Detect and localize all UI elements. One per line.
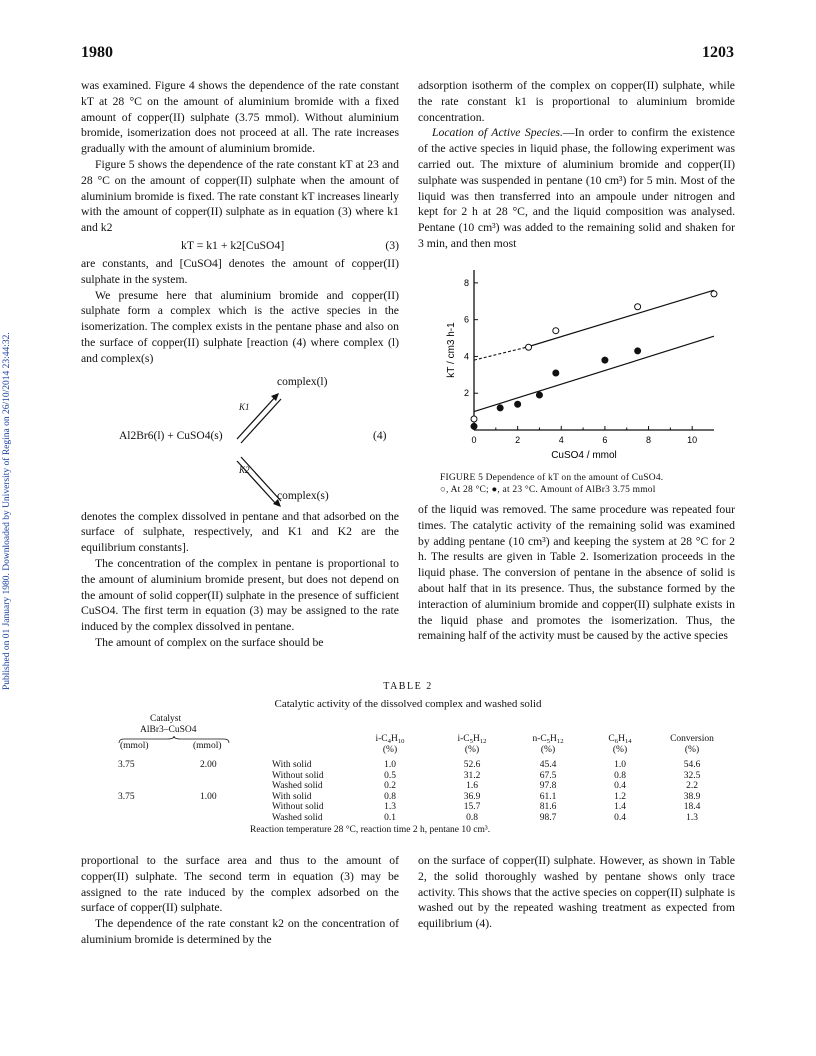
table-cell: Without solid [272,770,324,781]
data-point-filled [536,392,542,398]
table-cell: 61.1 [539,791,557,802]
reaction-scheme-4 [81,367,399,509]
table-cell: With solid [272,791,312,802]
x-axis-label: CuSO4 / mmol [551,450,617,461]
table-row [0,771,816,782]
table-cell: 0.8 [466,812,478,823]
table-row [0,781,816,792]
table-column-header: Conversion [670,734,714,744]
table-row [0,760,816,771]
paragraph: of the liquid was removed. The same procedure was repeated four times. The catalytic activity of the remaining solid was examined by adding pentane (10 cm³) and keeping the system at 28 °C for 2 h. The results are given in Table 2. Isomerization proceeds in the liquid phase. The conversion of pentane in the absence of solid is about half that in its presence. Thus, the substance formed by the interaction of aluminium bromide and copper(II) sulphate exists in the liquid phase and promotes the isomerization. Thus, the remaining half of the activity must be caused by the active species [418,503,735,643]
scheme-complex-s: complex(s) [277,489,329,502]
table-cell: 1.2 [614,791,626,802]
table-group-header: Catalyst [150,714,182,724]
equation-number: (3) [385,238,399,252]
table-cell: 1.3 [686,812,698,823]
table-2 [0,714,816,844]
y-axis-label: kT / cm3 h-1 [446,322,457,378]
equation-text: kT = k1 + k2[CuSO4] [181,238,285,252]
table-cell: 97.8 [539,781,557,791]
table-column-unit: (%) [612,745,628,755]
paragraph: denotes the complex dissolved in pentane and that adsorbed on the surface of sulphate, respectively, and K1 and K2 are the equilibrium constants]. [81,509,399,555]
table-row [0,792,816,803]
table-cell: 0.4 [614,781,626,791]
table-cell: 1.3 [384,802,396,812]
data-point-filled [515,401,521,407]
table-cell: 31.2 [463,770,481,781]
table-cell: 1.0 [384,760,396,770]
table-cell: 1.00 [200,791,217,802]
data-point-open [635,304,641,310]
table-col-mmol-a: (mmol) [120,741,149,751]
right-column-top [418,78,735,252]
table-cell: 32.5 [683,770,701,781]
fit-line-extrapolated [474,347,526,360]
data-point-filled [553,370,559,376]
chart-plot-area [446,270,717,461]
y-tick-label: 2 [463,388,469,399]
paragraph: Figure 5 shows the dependence of the rate constant kT at 23 and 28 °C on the amount of copper(II) sulphate when the amount of aluminium bromide is fixed. The rate constant kT increases linearly with the amount of copper(II) sulphate as in equation (3) where k1 and k2 [81,157,399,235]
page-year: 1980 [81,44,113,61]
table-cell: 36.9 [463,791,481,802]
fit-line [474,336,714,411]
paragraph: was examined. Figure 4 shows the dependence of the rate constant kT at 28 °C on the amount of aluminium bromide with a fixed amount of copper(II) sulphate (3.75 mmol). Without aluminium bromide, isomerization does not proceed at all. The rate increases gradually with the amount of aluminium bromide. [81,79,399,156]
table-column-unit: (%) [464,745,480,755]
table-cell: 0.2 [384,781,396,791]
table-cell: 98.7 [539,812,557,823]
table-cell: 1.4 [614,802,626,812]
paragraph: adsorption isotherm of the complex on copper(II) sulphate, while the rate constant k1 is proportional to aluminium bromide concentration. [418,79,735,124]
table-column-header: $i-C_5H_{12}$ [457,734,487,745]
data-point-open [526,344,532,350]
x-tick-label: 4 [558,435,564,445]
table-cell: 2.00 [200,760,217,770]
figure-caption: FIGURE 5 Dependence of kT on the amount of CuSO4. ○, At 28 °C; ●, at 23 °C. Amount of AlBr3 3.75 mmol [440,473,664,495]
table-cell: 0.1 [384,812,396,823]
table-cell: 0.5 [384,770,396,781]
paragraph: The concentration of the complex in pentane is proportional to the amount of aluminium bromide present, but does not depend on the amount of solid copper(II) sulphate in the presence of sufficient CuSO4. The first term in equation (3) may be assigned to the rate induced by the complex dissolved in pentane. [81,556,399,634]
table-cell: 67.5 [539,770,557,781]
table-cell: 3.75 [118,791,135,802]
data-point-filled [497,405,503,411]
table-column-header: $n-C_5H_{12}$ [532,734,564,745]
table-group-subheader: AlBr3–CuSO4 [140,725,197,735]
data-point-filled [471,423,477,429]
table-cell: 2.2 [686,781,698,791]
paragraph: on the surface of copper(II) sulphate. However, as shown in Table 2, the solid thoroughly washed by pentane shows only trace activity. This shows that the active species on copper(II) sulphate is washed out by the repeated washing treatment as expected from equilibrium (4). [418,854,735,931]
y-tick-label: 4 [463,351,469,362]
paragraph: Location of Active Species.—In order to confirm the existence of the active species in liquid phase, the following experiment was carried out. The mixture of aluminium bromide and copper(II) sulphate was suspended in pentane (10 cm³) for 5 min. Most of the liquid was then transferred into an ampoule under nitrogen and kept for 2 h at 28 °C, and the liquid composition was analysed. Pentane (10 cm³) was added to the remaining solid and shaken for 3 min, and then most [418,126,735,250]
table-cell: 15.7 [463,802,481,812]
paragraph: proportional to the surface area and thus to the amount of copper(II) sulphate. The second term in equation (3) may be assigned to the rate induced by the complex adsorbed on the surface of copper(II) sulphate. [81,854,399,915]
table-cell: Washed solid [272,812,323,823]
table-column-unit: (%) [540,745,556,755]
y-tick-label: 6 [463,314,469,325]
table-column-header: $C_6H_{14}$ [608,734,632,745]
y-tick-label: 8 [463,277,469,288]
table-footnote: Reaction temperature 28 °C, reaction time 2 h, pentane 10 cm³. [250,825,491,835]
table-cell: 52.6 [463,760,481,770]
data-point-filled [602,357,608,363]
table-cell: 3.75 [118,760,135,770]
scheme-reactants: Al2Br6(l) + CuSO4(s) [119,429,223,442]
scheme-number: (4) [373,429,387,442]
table-cell: 81.6 [539,802,557,812]
table-cell: 1.6 [466,781,478,791]
data-point-filled [635,348,641,354]
table-row [0,802,816,813]
equation-3 [81,236,399,256]
table-body [0,760,816,830]
table-column-unit: (%) [382,745,398,755]
download-watermark: Published on 01 January 1980. Downloaded by University of Regina on 26/10/2014 23:44:32. [2,332,12,690]
paragraph: are constants, and [CuSO4] denotes the amount of copper(II) sulphate in the system. [81,256,399,286]
page-number: 1203 [702,44,734,61]
paragraph: We presume here that aluminium bromide and copper(II) sulphate form a complex which is the active species in the isomerization. The complex exists in the pentane phase and also on the surface of copper(II) sulphate [reaction (4) where complex (l) and complex(s) [81,288,399,365]
x-tick-label: 6 [602,435,608,445]
table-cell: 18.4 [683,802,701,812]
fit-line [526,290,714,347]
table-cell: 1.0 [614,760,626,770]
scheme-complex-l: complex(l) [277,375,328,388]
table-column-unit: (%) [684,745,700,755]
table-label: TABLE 2 [383,681,433,692]
bottom-right-column [418,853,735,932]
table-column-header: $i-C_4H_{10}$ [375,734,405,745]
section-heading: Location of Active Species. [432,126,563,140]
scheme-k1: K1 [239,401,250,412]
data-point-open [553,328,559,334]
table-col-mmol-b: (mmol) [193,741,222,751]
table-cell: 0.8 [384,791,396,802]
table-cell: 45.4 [539,760,557,770]
table-column-headers [0,734,816,754]
x-tick-label: 8 [646,435,652,445]
data-point-open [711,291,717,297]
figure-5-chart [440,262,730,472]
data-point-open [471,416,477,422]
table-cell: Washed solid [272,781,323,791]
table-title: Catalytic activity of the dissolved complex and washed solid [274,698,542,710]
x-tick-label: 2 [515,435,521,445]
left-column [81,78,399,651]
table-cell: 38.9 [683,791,701,802]
table-cell: 0.8 [614,770,626,781]
table-row [0,813,816,824]
scheme-k2: K2 [239,464,250,475]
right-column-bottom [418,502,735,644]
x-tick-label: 10 [687,435,698,445]
bottom-left-column [81,853,399,948]
paragraph: The amount of complex on the surface should be [95,635,324,649]
table-cell: 0.4 [614,812,626,823]
table-cell: Without solid [272,802,324,812]
x-tick-label: 0 [471,435,477,445]
table-cell: With solid [272,760,312,770]
table-cell: 54.6 [683,760,701,770]
paragraph: The dependence of the rate constant k2 on the concentration of aluminium bromide is determined by the [81,917,399,946]
